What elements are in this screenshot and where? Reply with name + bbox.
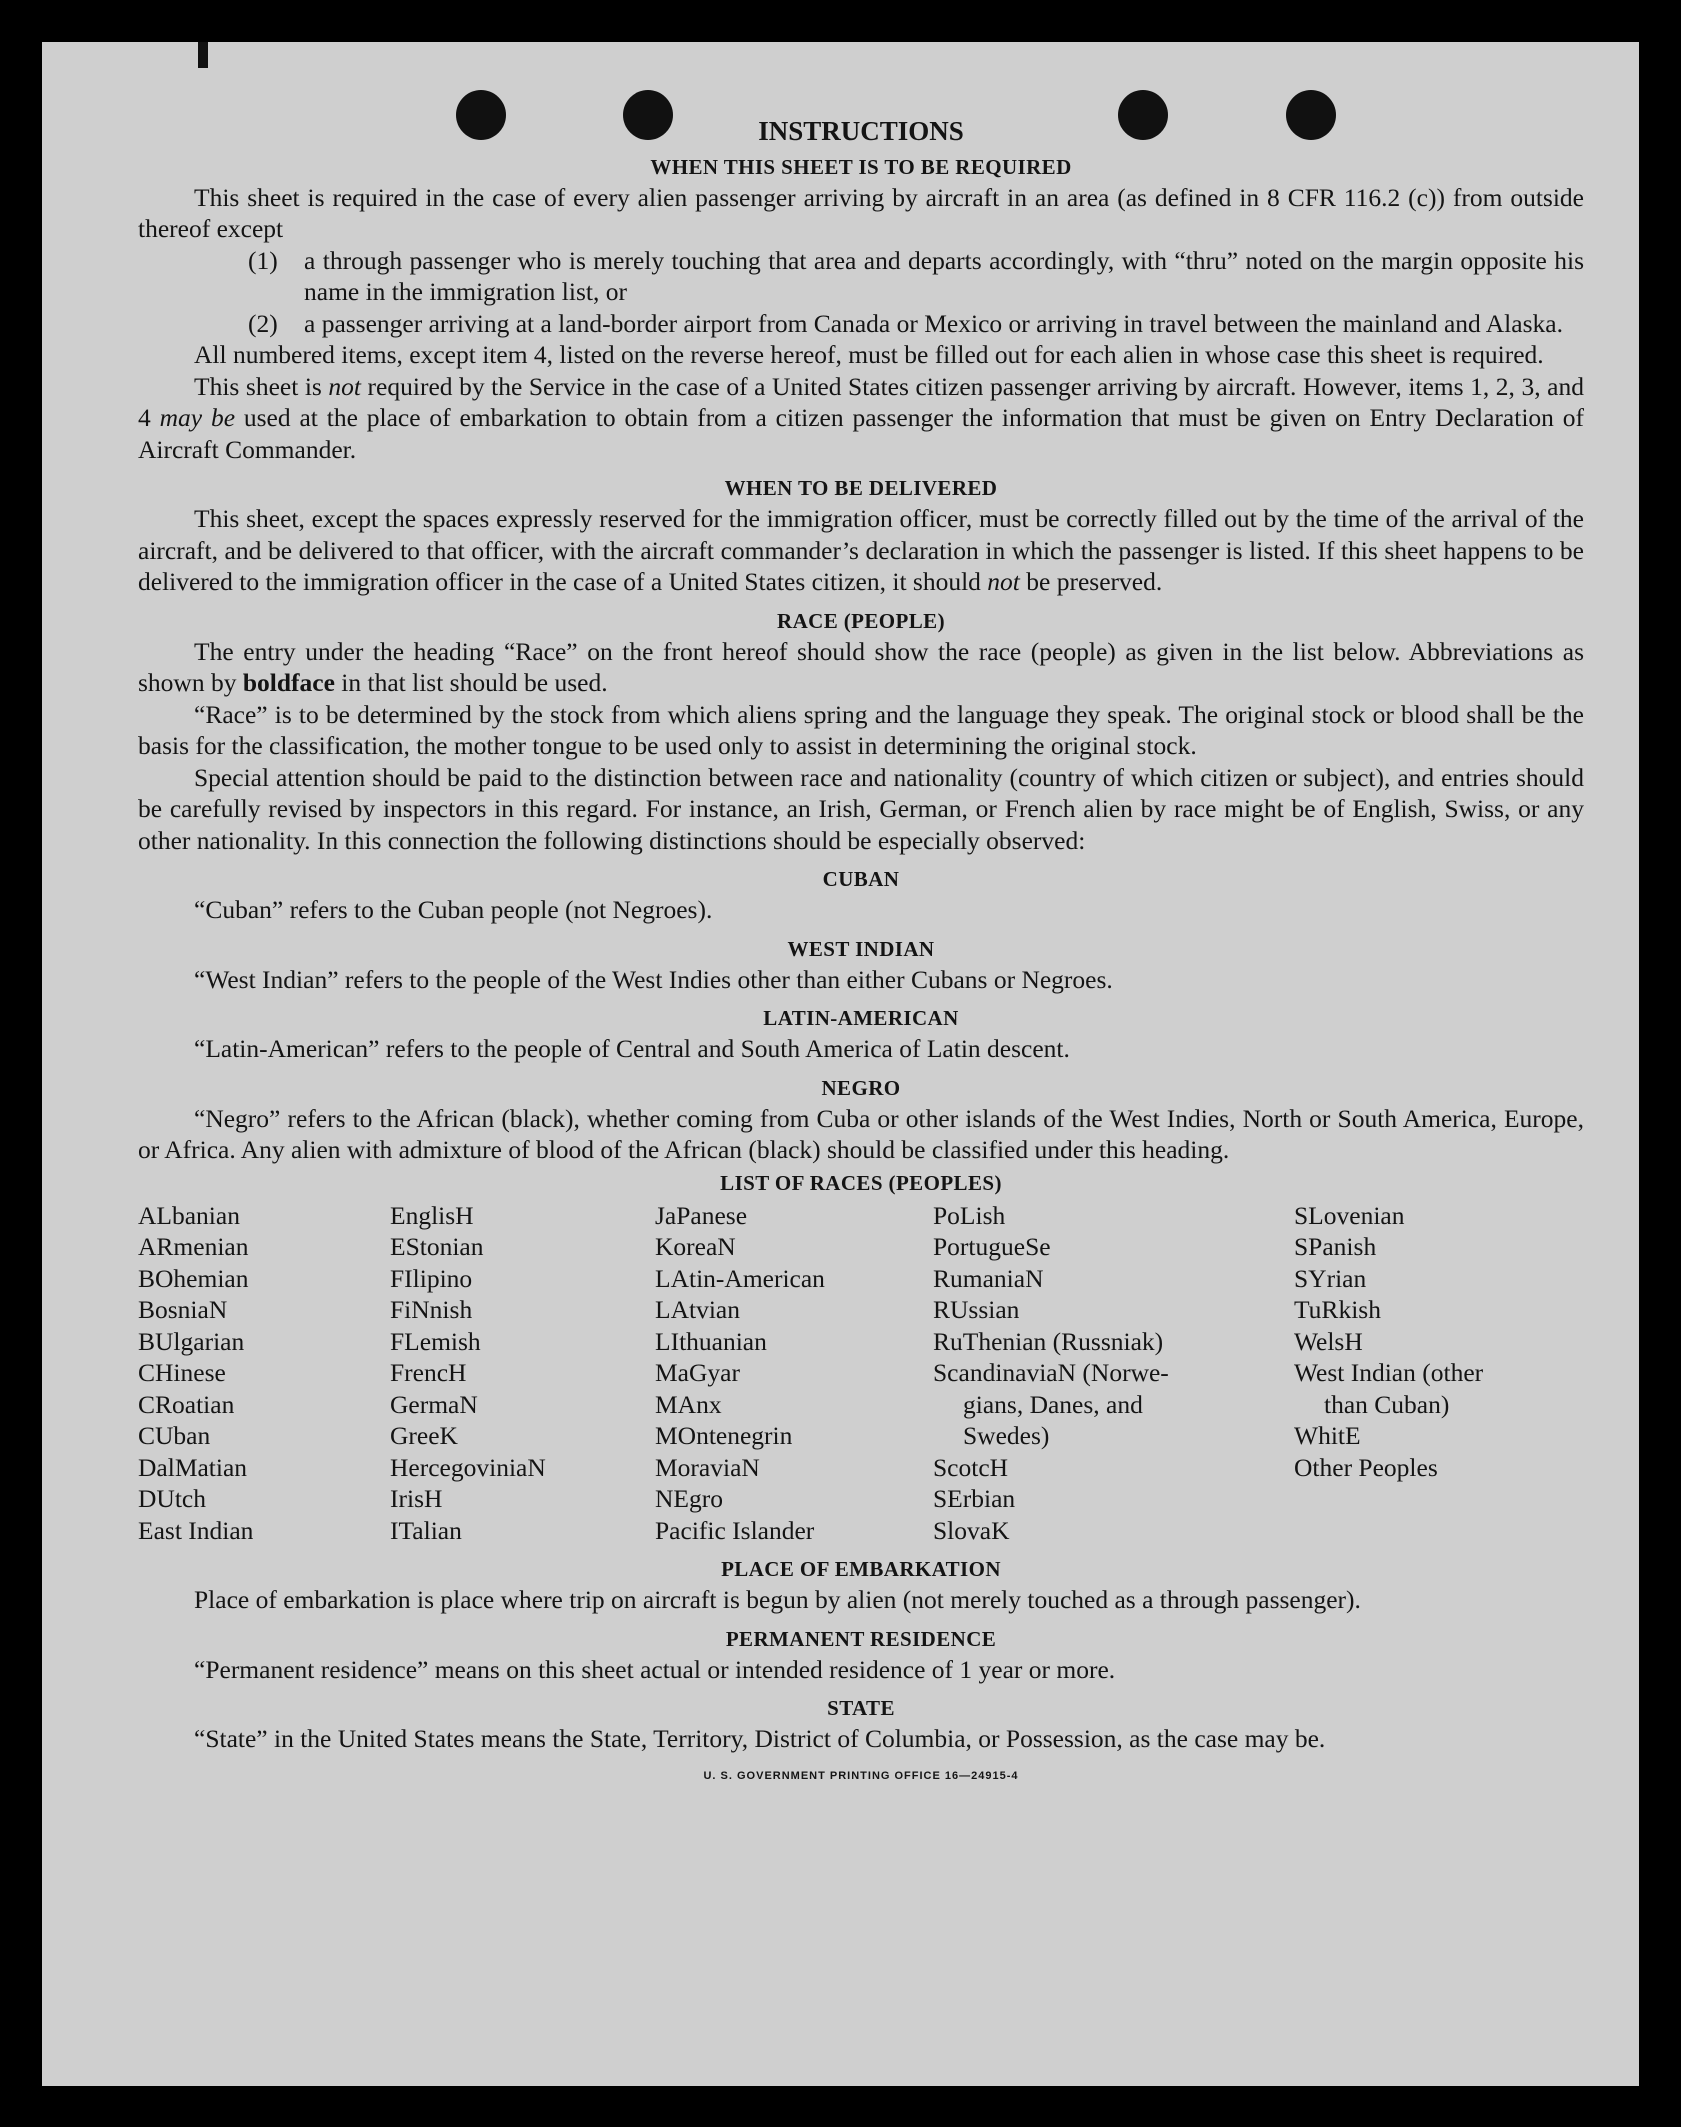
paragraph: “State” in the United States means the State, Territory, District of Columbia, or Possession, as the case may be. <box>194 1724 1326 1753</box>
section-heading-delivered: WHEN TO BE DELIVERED <box>724 476 998 500</box>
section-heading-list-of-races: LIST OF RACES (PEOPLES) <box>720 1170 1002 1195</box>
race-entry: GermaN <box>390 1389 478 1419</box>
race-entry: LAtin-American <box>655 1263 825 1293</box>
paragraph: “Cuban” refers to the Cuban people (not Negroes). <box>194 895 713 924</box>
bold-text: boldface <box>242 668 335 697</box>
text-run: be preserved. <box>1019 567 1163 596</box>
race-entry: SErbian <box>933 1484 1016 1513</box>
race-entry: SYrian <box>1294 1263 1367 1293</box>
page-title: INSTRUCTIONS <box>758 116 964 146</box>
race-entry: MOntenegrin <box>655 1421 793 1450</box>
text-run: The entry under the heading “Race” on the front hereof should show the race (people) as given in the list below. Abbreviations as shown by <box>138 636 1584 697</box>
paragraph <box>138 636 1584 699</box>
race-entry-continued: gians, Danes, and <box>963 1389 1143 1419</box>
race-entry: CUban <box>138 1421 211 1450</box>
text-run: in that list should be used. <box>334 668 608 697</box>
race-entry: SlovaK <box>933 1515 1010 1545</box>
list-item <box>248 245 1584 308</box>
race-entry: DUtch <box>138 1484 206 1513</box>
race-entry: CHinese <box>138 1358 226 1387</box>
paragraph: “Race” is to be determined by the stock from which aliens spring and the language they speak. The original stock or blood shall be the basis for the classification, the mother tongue to be used only to assist in determining the original stock. <box>138 699 1584 760</box>
race-entry: MAnx <box>655 1389 722 1419</box>
section-heading-west-indian: WEST INDIAN <box>787 936 935 961</box>
races-column <box>1294 1200 1584 1547</box>
text-run: used at the place of embarkation to obtain from a citizen passenger the information that must be given on Entry Declaration of Aircraft Commander. <box>138 403 1584 464</box>
races-column <box>138 1200 390 1547</box>
race-entry: RumaniaN <box>933 1263 1044 1293</box>
scan-mark <box>198 42 208 68</box>
race-entry: GreeK <box>390 1421 458 1450</box>
section-heading-race: RACE (PEOPLE) <box>777 608 945 633</box>
paragraph: “Permanent residence” means on this sheet actual or intended residence of 1 year or more. <box>194 1654 1116 1684</box>
section-heading-cuban: CUBAN <box>822 867 900 891</box>
race-entry: FLemish <box>390 1326 481 1356</box>
section-heading-negro: NEGRO <box>821 1075 901 1100</box>
race-entry: East Indian <box>138 1515 254 1545</box>
race-entry: HercegoviniaN <box>390 1452 546 1482</box>
item-number: (2) <box>248 308 278 338</box>
section-heading-residence: PERMANENT RESIDENCE <box>725 1626 997 1651</box>
item-text: a passenger arriving at a land-border airport from Canada or Mexico or arriving in travel between the mainland and Alaska. <box>304 308 1563 338</box>
race-entry: BOhemian <box>138 1263 249 1293</box>
item-text: a through passenger who is merely touching that area and departs accordingly, with “thru” noted on the margin opposite his name in the immigration list, or <box>304 245 1584 306</box>
race-entry-continued: Swedes) <box>963 1421 1050 1450</box>
race-entry: BosniaN <box>138 1295 228 1324</box>
race-entry: ALbanian <box>138 1200 240 1230</box>
race-entry: IrisH <box>390 1484 443 1513</box>
race-entry: FrencH <box>390 1358 467 1387</box>
race-entry: DalMatian <box>138 1452 248 1482</box>
race-entry: ITalian <box>390 1515 462 1545</box>
race-entry: Pacific Islander <box>655 1515 815 1545</box>
section-heading-latin-american: LATIN-AMERICAN <box>763 1006 959 1030</box>
race-entry: West Indian (other <box>1294 1358 1484 1387</box>
race-entry: ScotcH <box>933 1452 1009 1482</box>
race-entry: LAtvian <box>655 1295 740 1324</box>
paragraph <box>138 371 1584 466</box>
emphasis: may be <box>159 403 236 432</box>
race-entry: RuThenian (Russniak) <box>933 1326 1164 1356</box>
paragraph: All numbered items, except item 4, listed on the reverse hereof, must be filled out for each alien in whose case this sheet is required. <box>194 340 1544 369</box>
race-entry: JaPanese <box>655 1200 748 1230</box>
paragraph: “Latin-American” refers to the people of Central and South America of Latin descent. <box>194 1034 1070 1063</box>
races-column <box>933 1200 1294 1547</box>
race-entry: SLovenian <box>1294 1200 1405 1230</box>
text-run: required by the Service in the case of a United States citizen passenger arriving by aircraft. However, items 1, 2, 3, and 4 <box>138 371 1584 432</box>
race-entry: MoraviaN <box>655 1452 760 1482</box>
text-run: This sheet is <box>194 371 329 401</box>
race-entry: FiNnish <box>390 1295 473 1324</box>
paragraph: Place of embarkation is place where trip on aircraft is begun by alien (not merely touched as a through passenger). <box>194 1585 1361 1614</box>
paragraph <box>138 503 1584 598</box>
race-entry: WhitE <box>1294 1421 1361 1450</box>
text-run: This sheet, except the spaces expressly reserved for the immigration officer, must be correctly filled out by the time of the arrival of the aircraft, and be delivered to that officer, with the aircraft commander’s declaration in which the passenger is listed. If this sheet happens to be delivered to the immigration officer in the case of a United States citizen, it should <box>138 504 1584 596</box>
races-column <box>655 1200 933 1547</box>
paragraph: “West Indian” refers to the people of the West Indies other than either Cubans or Negroes. <box>194 964 1113 994</box>
list-item <box>248 308 1584 340</box>
race-entry: PoLish <box>933 1200 1006 1230</box>
race-entry: SPanish <box>1294 1232 1377 1261</box>
races-table <box>138 1200 1584 1547</box>
race-entry: TuRkish <box>1294 1295 1381 1324</box>
race-entry: FIlipino <box>390 1263 473 1293</box>
printer-imprint: U. S. GOVERNMENT PRINTING OFFICE 16—24915-4 <box>703 1769 1019 1782</box>
instructions-content <box>138 116 1584 1792</box>
race-entry: ScandinaviaN (Norwe- <box>933 1358 1169 1387</box>
race-entry: PortugueSe <box>933 1232 1051 1261</box>
race-entry: KoreaN <box>655 1232 736 1261</box>
race-entry: NEgro <box>655 1484 723 1513</box>
item-number: (1) <box>248 245 278 275</box>
document-sheet <box>42 42 1639 2086</box>
section-heading-embarkation: PLACE OF EMBARKATION <box>721 1557 1001 1581</box>
race-entry: CRoatian <box>138 1389 235 1419</box>
emphasis: not <box>328 371 361 401</box>
paragraph: This sheet is required in the case of every alien passenger arriving by aircraft in an area (as defined in 8 CFR 116.2 (c)) from outside thereof except <box>138 182 1584 243</box>
race-entry: Other Peoples <box>1294 1452 1438 1482</box>
race-entry: RUssian <box>933 1295 1020 1324</box>
race-entry: EStonian <box>390 1232 484 1261</box>
race-entry: MaGyar <box>655 1358 740 1387</box>
race-entry: LIthuanian <box>655 1326 767 1356</box>
races-column <box>390 1200 655 1547</box>
race-entry-continued: than Cuban) <box>1324 1389 1450 1419</box>
race-entry: BUlgarian <box>138 1326 245 1356</box>
section-heading-state: STATE <box>827 1696 895 1720</box>
race-entry: EnglisH <box>390 1200 474 1230</box>
paragraph: Special attention should be paid to the distinction between race and nationality (country of which citizen or subject), and entries should be carefully revised by inspectors in this regard. For instance, an Irish, German, or French alien by race might be of English, Swiss, or any other nationality. In this connection the following distinctions should be especially observed: <box>138 762 1584 855</box>
paragraph: “Negro” refers to the African (black), whether coming from Cuba or other islands of the West Indies, North or South America, Europe, or Africa. Any alien with admixture of blood of the African (black) should be classified under this heading. <box>138 1103 1584 1164</box>
race-entry: ARmenian <box>138 1232 249 1261</box>
race-entry: WelsH <box>1294 1326 1363 1356</box>
section-heading-required: WHEN THIS SHEET IS TO BE REQUIRED <box>650 154 1072 179</box>
emphasis: not <box>987 567 1020 596</box>
